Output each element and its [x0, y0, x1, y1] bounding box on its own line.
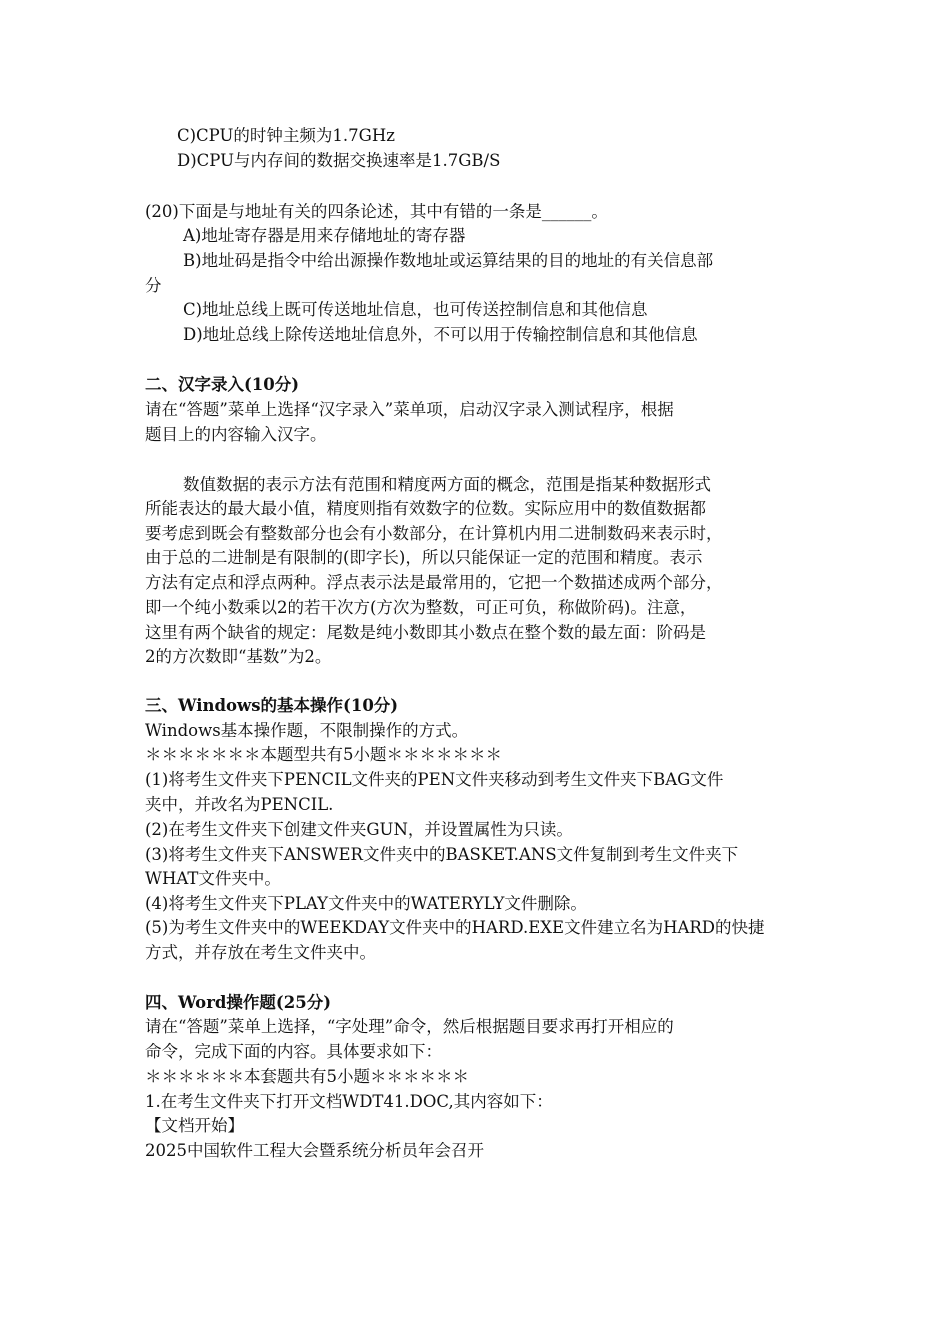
section4-line: 命令，完成下面的内容。具体要求如下：: [145, 1042, 442, 1061]
q20-option-b-cont: 分: [145, 276, 162, 295]
section4-line: 请在“答题”菜单上选择，“字处理”命令，然后根据题目要求再打开相应的: [145, 1017, 674, 1036]
section3-line: (3)将考生文件夹下ANSWER文件夹中的BASKET.ANS文件复制到考生文件夹下: [145, 845, 739, 864]
passage-line: 方法有定点和浮点两种。浮点表示法是最常用的，它把一个数描述成两个部分，: [145, 573, 723, 592]
section3-line: (4)将考生文件夹下PLAY文件夹中的WATERYLY文件删除。: [145, 894, 587, 913]
section3-heading: 三、Windows的基本操作(10分): [145, 696, 399, 715]
section3-line: 夹中，并改名为PENCIL.: [145, 795, 334, 814]
q20-option-c: C)地址总线上既可传送地址信息，也可传送控制信息和其他信息: [183, 300, 648, 319]
section3-line: WHAT文件夹中。: [145, 869, 281, 888]
section2-intro-line: 题目上的内容输入汉字。: [145, 425, 327, 444]
section3-line: 方式，并存放在考生文件夹中。: [145, 943, 376, 962]
section4-line: ＊＊＊＊＊＊本套题共有5小题＊＊＊＊＊＊: [145, 1067, 469, 1086]
q19-option-c: C)CPU的时钟主频为1.7GHz: [177, 126, 395, 145]
section3-line: ＊＊＊＊＊＊＊本题型共有5小题＊＊＊＊＊＊＊: [145, 745, 502, 764]
q20-option-a: A)地址寄存器是用来存储地址的寄存器: [183, 226, 466, 245]
document-title-line: 2025中国软件工程大会暨系统分析员年会召开: [145, 1141, 484, 1160]
section3-line: Windows基本操作题，不限制操作的方式。: [145, 721, 469, 740]
q20-option-b: B)地址码是指令中给出源操作数地址或运算结果的目的地址的有关信息部: [183, 251, 714, 270]
passage-line: 这里有两个缺省的规定：尾数是纯小数即其小数点在整个数的最左面：阶码是: [145, 623, 706, 642]
passage-line: 所能表达的最大最小值，精度则指有效数字的位数。实际应用中的数值数据都: [145, 499, 706, 518]
section2-heading: 二、汉字录入(10分): [145, 375, 300, 394]
section3-line: (1)将考生文件夹下PENCIL文件夹的PEN文件夹移动到考生文件夹下BAG文件: [145, 770, 724, 789]
passage-line: 数值数据的表示方法有范围和精度两方面的概念，范围是指某种数据形式: [183, 475, 711, 494]
document-start-marker: 【文档开始】: [145, 1116, 244, 1135]
section3-line: (2)在考生文件夹下创建文件夹GUN，并设置属性为只读。: [145, 820, 573, 839]
passage-line: 2的方次数即“基数”为2。: [145, 647, 332, 666]
passage-line: 即一个纯小数乘以2的若干次方(方次为整数，可正可负，称做阶码)。注意，: [145, 598, 697, 617]
q20-stem: (20)下面是与地址有关的四条论述，其中有错的一条是______。: [145, 202, 608, 221]
section4-heading: 四、Word操作题(25分): [145, 993, 331, 1012]
section2-intro-line: 请在“答题”菜单上选择“汉字录入”菜单项，启动汉字录入测试程序，根据: [145, 400, 674, 419]
q20-option-d: D)地址总线上除传送地址信息外，不可以用于传输控制信息和其他信息: [183, 325, 698, 344]
passage-line: 由于总的二进制是有限制的(即字长)，所以只能保证一定的范围和精度。表示: [145, 548, 703, 567]
q19-option-d: D)CPU与内存间的数据交换速率是1.7GB/S: [177, 151, 501, 170]
section4-line: 1.在考生文件夹下打开文档WDT41.DOC,其内容如下：: [145, 1092, 553, 1111]
passage-line: 要考虑到既会有整数部分也会有小数部分，在计算机内用二进制数码来表示时，: [145, 524, 723, 543]
section3-line: (5)为考生文件夹中的WEEKDAY文件夹中的HARD.EXE文件建立名为HARD的快捷: [145, 918, 765, 937]
